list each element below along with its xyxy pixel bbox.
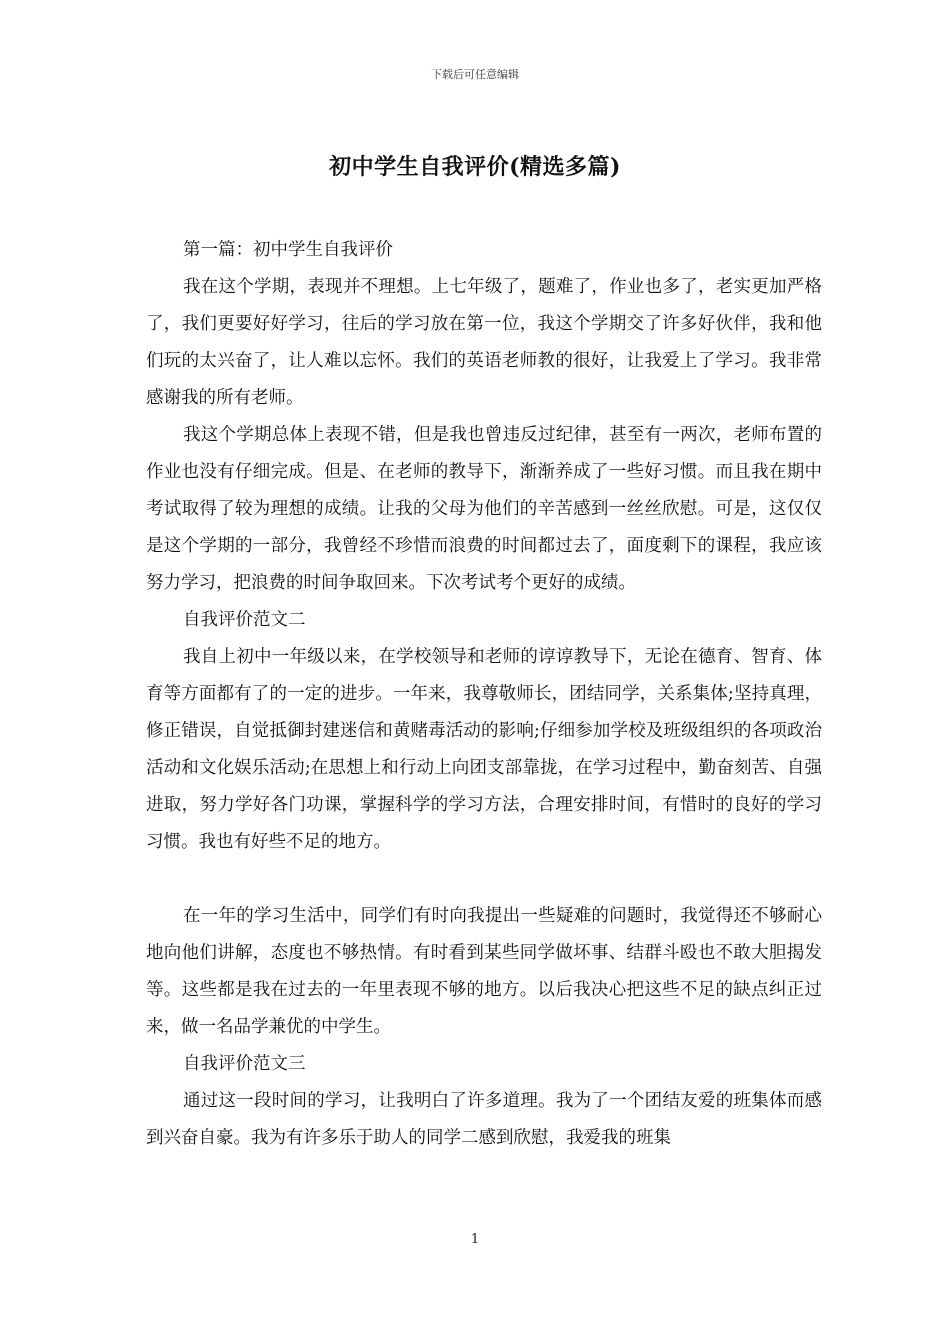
document-body (146, 232, 822, 1157)
paragraph: 我这个学期总体上表现不错，但是我也曾违反过纪律，甚至有一两次，老师布置的作业也没有仔细完成。但是、在老师的教导下，渐渐养成了一些好习惯。而且我在期中考试取得了较为理想的成绩。让我的父母为他们的辛苦感到一丝丝欣慰。可是，这仅仅是这个学期的一部分，我曾经不珍惜而浪费的时间都过去了，面度剩下的课程，我应该努力学习，把浪费的时间争取回来。下次考试考个更好的成绩。 (146, 425, 822, 593)
paragraph: 我在这个学期，表现并不理想。上七年级了，题难了，作业也多了，老实更加严格了，我们更要好好学习，往后的学习放在第一位，我这个学期交了许多好伙伴，我和他们玩的太兴奋了，让人难以忘怀。我们的英语老师教的很好，让我爱上了学习。我非常感谢我的所有老师。 (146, 277, 822, 408)
blank-line (146, 861, 822, 898)
document-title: 初中学生自我评价(精选多篇) (329, 154, 621, 180)
header-note: 下载后可任意编辑 (431, 68, 519, 81)
paragraph: 在一年的学习生活中，同学们有时向我提出一些疑难的问题时，我觉得还不够耐心地向他们讲解，态度也不够热情。有时看到某些同学做坏事、结群斗殴也不敢大胆揭发等。这些都是我在过去的一年里表现不够的地方。以后我决心把这些不足的缺点纠正过来，做一名品学兼优的中学生。 (146, 906, 822, 1037)
paragraph: 通过这一段时间的学习，让我明白了许多道理。我为了一个团结友爱的班集体而感到兴奋自豪。我为有许多乐于助人的同学二感到欣慰，我爱我的班集 (146, 1091, 822, 1148)
page-number: 1 (470, 1232, 480, 1247)
section-heading-2: 自我评价范文二 (183, 610, 306, 630)
section-heading-1: 第一篇：初中学生自我评价 (183, 240, 393, 260)
paragraph: 我自上初中一年级以来，在学校领导和老师的谆谆教导下，无论在德育、智育、体育等方面都有了的一定的进步。一年来，我尊敬师长，团结同学，关系集体;坚持真理，修正错误，自觉抵御封建迷信和黄赌毒活动的影响;仔细参加学校及班级组织的各项政治活动和文化娱乐活动;在思想上和行动上向团支部靠拢，在学习过程中，勤奋刻苦、自强进取，努力学好各门功课，掌握科学的学习方法，合理安排时间，有惜时的良好的学习习惯。我也有好些不足的地方。 (146, 647, 822, 852)
section-heading-3: 自我评价范文三 (183, 1054, 306, 1074)
